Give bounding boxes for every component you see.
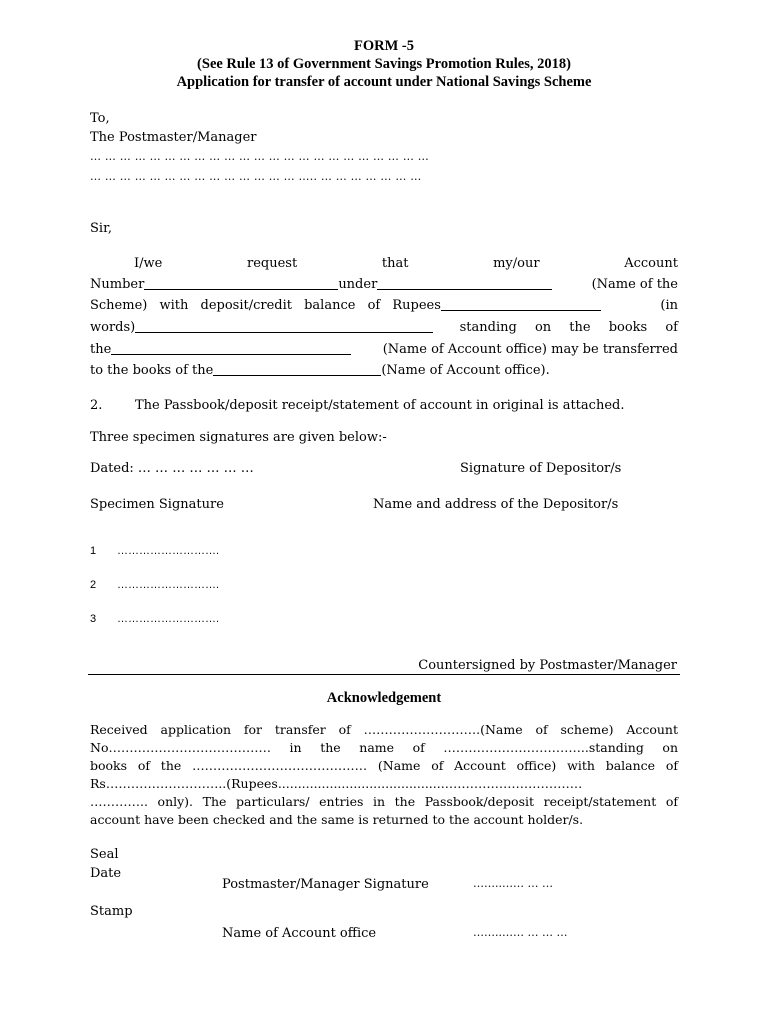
- account-number-field[interactable]: [144, 277, 338, 290]
- account-office-label: Name of Account office: [222, 926, 377, 941]
- depositor-signature-label: Signature of Depositor/s: [460, 461, 622, 476]
- depositor-name-address-label: Name and address of the Depositor/s: [373, 497, 619, 512]
- specimen-row-3-number: 3: [90, 613, 97, 625]
- form-number: FORM -5: [354, 38, 414, 54]
- specimen-row-2-number: 2: [90, 579, 97, 591]
- balance-rupees-field[interactable]: [441, 298, 601, 311]
- rule-reference: (See Rule 13 of Government Savings Promotion Rules, 2018): [197, 56, 571, 72]
- to-label: To,: [90, 111, 110, 126]
- date-label: Date: [90, 866, 122, 881]
- from-office-field[interactable]: [111, 342, 351, 355]
- ack-line-6: account have been checked and the same is returned to the account holder/s.: [90, 812, 584, 827]
- to-office-field[interactable]: [213, 363, 381, 376]
- account-office-dots[interactable]: ……..…… … … …: [473, 926, 568, 939]
- request-line-3: Scheme) with deposit/credit balance of Rupees (in: [90, 298, 678, 313]
- form-subject: Application for transfer of account under National Savings Scheme: [176, 74, 592, 90]
- request-line-2: Number under (Name of the: [90, 277, 678, 292]
- stamp-label: Stamp: [90, 904, 133, 919]
- address-dots-line-1: … … … … … … … … … … … … … … … … … … … … … … …: [90, 150, 429, 163]
- addressee: The Postmaster/Manager: [90, 130, 257, 145]
- request-line-1: I/we request that my/our Account: [134, 256, 678, 271]
- section-divider: [88, 674, 680, 675]
- address-dots-line-2: … … … … … … … … … … … … … … ….. … … … … … … …: [90, 170, 422, 183]
- countersigned-label: Countersigned by Postmaster/Manager: [418, 658, 677, 673]
- seal-label: Seal: [90, 847, 119, 862]
- para-2-number: 2.: [90, 398, 103, 413]
- ack-line-4: Rs………………………..(Rupees..........................................……………………………: [90, 776, 583, 791]
- specimen-signature-label: Specimen Signature: [90, 497, 224, 512]
- specimen-row-1-number: 1: [90, 545, 97, 557]
- specimen-row-1-dots[interactable]: ……………………….: [117, 545, 220, 557]
- salutation: Sir,: [90, 221, 112, 236]
- acknowledgement-heading: Acknowledgement: [326, 690, 442, 706]
- request-line-4: words) standing on the books of: [90, 320, 678, 335]
- ack-line-3: books of the …………………………………… (Name of Account office) with balance of: [90, 758, 678, 773]
- request-line-5: the (Name of Account office) may be transferred: [90, 342, 678, 357]
- ack-line-2: No………………………………… in the name of ……………………………..standing on: [90, 740, 678, 755]
- amount-in-words-field[interactable]: [135, 320, 433, 333]
- ack-line-1: Received application for transfer of ……………………….(Name of scheme) Account: [90, 722, 678, 737]
- dated-label: Dated: … … … … … … …: [90, 461, 254, 476]
- ack-line-5: ………….. only). The particulars/ entries in the Passbook/deposit receipt/statement of: [90, 794, 678, 809]
- para-2-text: The Passbook/deposit receipt/statement of account in original is attached.: [135, 398, 625, 413]
- specimen-row-2-dots[interactable]: ……………………….: [117, 579, 220, 591]
- pm-signature-label: Postmaster/Manager Signature: [222, 877, 429, 892]
- pm-signature-dots[interactable]: ……..…… … …: [473, 877, 553, 890]
- scheme-field[interactable]: [377, 277, 552, 290]
- request-line-6: to the books of the (Name of Account office).: [90, 363, 550, 378]
- specimen-row-3-dots[interactable]: ……………………….: [117, 613, 220, 625]
- specimen-intro: Three specimen signatures are given below:-: [90, 430, 387, 445]
